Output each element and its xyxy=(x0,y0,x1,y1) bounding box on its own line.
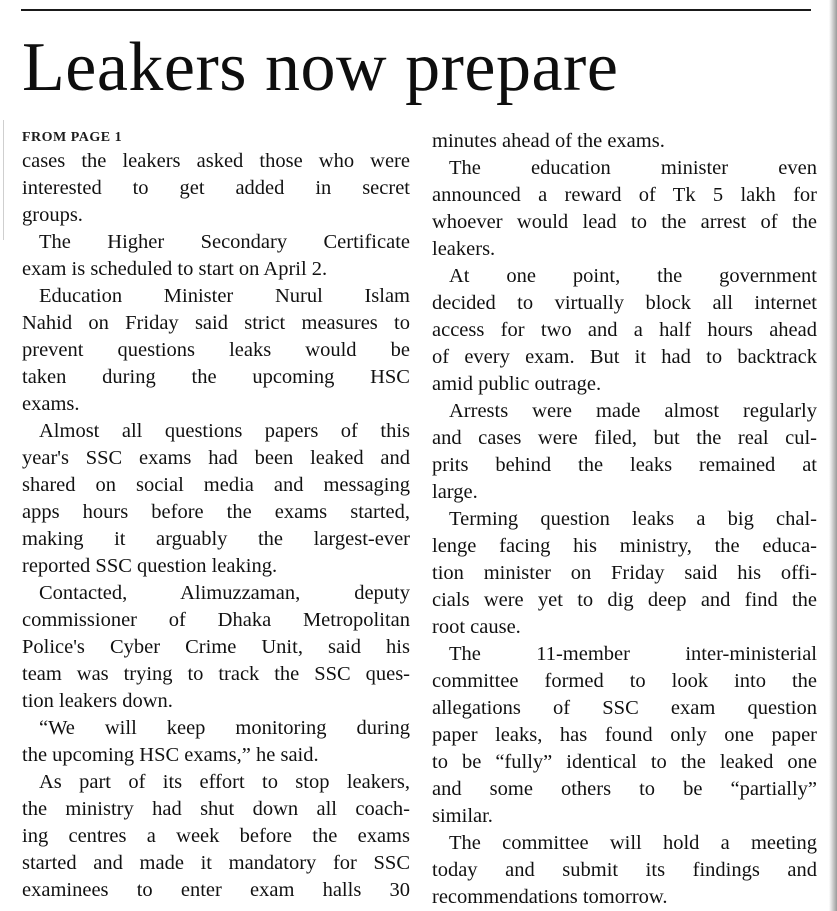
article-column-left xyxy=(22,128,410,904)
article-line: exam is scheduled to start on April 2. xyxy=(22,258,328,280)
article-line: minutes ahead of the exams. xyxy=(432,130,665,152)
article-line: taken during the upcoming HSC xyxy=(22,366,410,388)
fold-line xyxy=(3,120,4,240)
top-rule xyxy=(21,9,811,11)
article-line: prits behind the leaks remained at xyxy=(432,454,817,476)
article-line: root cause. xyxy=(432,616,521,638)
article-line: apps hours before the exams started, xyxy=(22,501,410,523)
article-line: The committee will hold a meeting xyxy=(449,832,817,854)
article-line: similar. xyxy=(432,805,493,827)
article-line: started and made it mandatory for SSC xyxy=(22,852,410,874)
article-column-right xyxy=(432,128,817,911)
article-line: committee formed to look into the xyxy=(432,670,817,692)
article-line: Education Minister Nurul Islam xyxy=(39,285,410,307)
article-line: leakers. xyxy=(432,238,496,260)
article-line: Police's Cyber Crime Unit, said his xyxy=(22,636,410,658)
article-line: “We will keep monitoring during xyxy=(39,717,410,739)
article-line: year's SSC exams had been leaked and xyxy=(22,447,410,469)
article-line: cials were yet to dig deep and find the xyxy=(432,589,817,611)
page-edge-shadow xyxy=(829,0,837,911)
article-line: the upcoming HSC exams,” he said. xyxy=(22,744,319,766)
article-line: prevent questions leaks would be xyxy=(22,339,410,361)
article-line: and some others to be “partially” xyxy=(432,778,817,800)
article-line: Arrests were made almost regularly xyxy=(449,400,817,422)
article-line: shared on social media and messaging xyxy=(22,474,410,496)
article-line: access for two and a half hours ahead xyxy=(432,319,817,341)
article-line: The education minister even xyxy=(449,157,817,179)
article-line: Nahid on Friday said strict measures to xyxy=(22,312,410,334)
article-line: interested to get added in secret xyxy=(22,177,410,199)
article-line: allegations of SSC exam question xyxy=(432,697,817,719)
article-line: ing centres a week before the exams xyxy=(22,825,410,847)
article-line: making it arguably the largest-ever xyxy=(22,528,410,550)
article-line: Almost all questions papers of this xyxy=(39,420,410,442)
article-line: reported SSC question leaking. xyxy=(22,555,278,577)
article-line: The 11-member inter-ministerial xyxy=(449,643,817,665)
article-line: to be “fully” identical to the leaked one xyxy=(432,751,817,773)
article-line: recommendations tomorrow. xyxy=(432,886,668,908)
headline: Leakers now prepare xyxy=(22,29,619,106)
article-line: Terming question leaks a big chal- xyxy=(449,508,817,530)
article-line: and cases were filed, but the real cul- xyxy=(432,427,817,449)
article-line: At one point, the government xyxy=(449,265,817,287)
article-line: the ministry had shut down all coach- xyxy=(22,798,410,820)
article-line: of every exam. But it had to backtrack xyxy=(432,346,817,368)
article-line: The Higher Secondary Certificate xyxy=(39,231,410,253)
article-line: paper leaks, has found only one paper xyxy=(432,724,817,746)
article-line: tion minister on Friday said his offi- xyxy=(432,562,817,584)
article-line: whoever would lead to the arrest of the xyxy=(432,211,817,233)
article-line: tion leakers down. xyxy=(22,690,173,712)
article-line: lenge facing his ministry, the educa- xyxy=(432,535,817,557)
article-line: exams. xyxy=(22,393,80,415)
article-line: today and submit its findings and xyxy=(432,859,817,881)
article-line: team was trying to track the SSC ques- xyxy=(22,663,410,685)
article-line: amid public outrage. xyxy=(432,373,602,395)
article-line: announced a reward of Tk 5 lakh for xyxy=(432,184,817,206)
article-line: cases the leakers asked those who were xyxy=(22,150,410,172)
article-line: As part of its effort to stop leakers, xyxy=(39,771,410,793)
article-line: Contacted, Alimuzzaman, deputy xyxy=(39,582,410,604)
article-line: examinees to enter exam halls 30 xyxy=(22,879,410,901)
article-line: groups. xyxy=(22,204,83,226)
article-line: large. xyxy=(432,481,478,503)
dateline: FROM PAGE 1 xyxy=(22,130,123,145)
article-line: decided to virtually block all internet xyxy=(432,292,817,314)
article-line: commissioner of Dhaka Metropolitan xyxy=(22,609,410,631)
